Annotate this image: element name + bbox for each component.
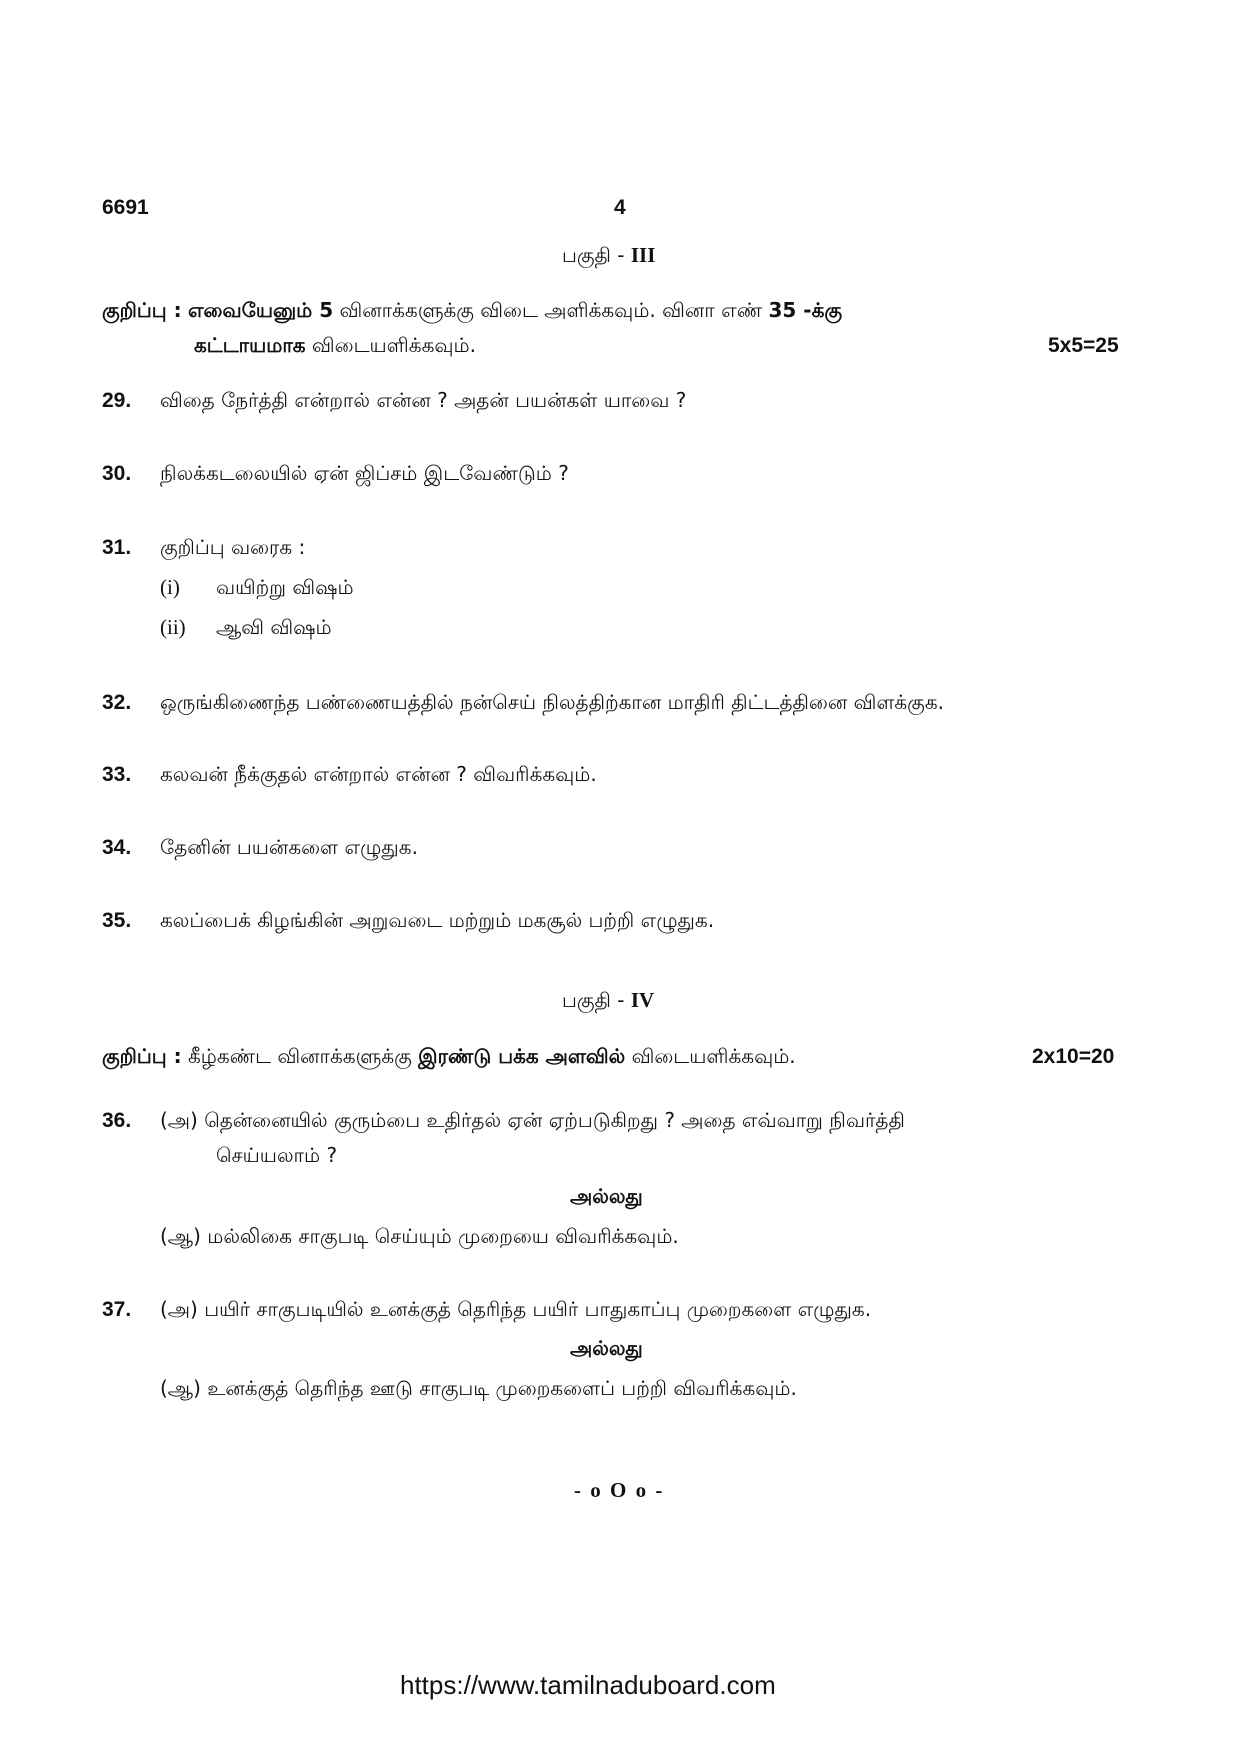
- note-compulsory: கட்டாயமாக: [194, 333, 306, 357]
- note-text: விடையளிக்கவும்.: [305, 333, 476, 357]
- question-text: ஒருங்கிணைந்த பண்ணையத்தில் நன்செய் நிலத்திற்கான மாதிரி திட்டத்தினை விளக்குக.: [160, 690, 944, 714]
- sub-number: (i): [160, 575, 180, 599]
- part-4-marks: 2x10=20: [1032, 1045, 1115, 1068]
- part-3-marks: 5x5=25: [1048, 334, 1119, 357]
- part-3-roman: III: [630, 243, 656, 267]
- question-31-sub-i: [160, 575, 354, 602]
- sub-text: வயிற்று விஷம்: [216, 575, 354, 599]
- question-text: நிலக்கடலையில் ஏன் ஜிப்சம் இடவேண்டும் ?: [160, 461, 569, 485]
- question-30: [102, 461, 569, 488]
- sub-text: ஆவி விஷம்: [216, 615, 332, 639]
- question-36-a: [102, 1108, 905, 1135]
- note-text: விடையளிக்கவும்.: [625, 1044, 796, 1068]
- part-4-title-text: பகுதி -: [562, 988, 631, 1012]
- note-any-five: எவையேனும் 5: [187, 298, 334, 322]
- question-number: 33.: [102, 763, 132, 786]
- note-q35: 35 -க்கு: [768, 298, 843, 322]
- question-31: [102, 535, 305, 562]
- part-4-roman: IV: [630, 988, 655, 1012]
- part-4-note: [102, 1044, 796, 1071]
- question-number: 37.: [102, 1298, 132, 1321]
- question-number: 29.: [102, 389, 132, 412]
- paper-code: 6691: [102, 196, 149, 219]
- note-text: வினாக்களுக்கு விடை அளிக்கவும். வினா எண்: [333, 298, 769, 322]
- part-3-title-text: பகுதி -: [562, 243, 631, 267]
- question-31-sub-ii: [160, 615, 332, 642]
- question-29: [102, 388, 686, 415]
- question-34: [102, 835, 418, 862]
- question-32: [102, 690, 944, 717]
- part-3-title: [562, 243, 655, 270]
- question-text: கலவன் நீக்குதல் என்றால் என்ன ? விவரிக்கவும்.: [160, 762, 597, 786]
- note-label: குறிப்பு :: [102, 298, 182, 322]
- question-text: விதை நேர்த்தி என்றால் என்ன ? அதன் பயன்கள் யாவை ?: [160, 388, 687, 412]
- or-separator: அல்லது: [570, 1336, 643, 1360]
- part-3-note-line1: [102, 298, 842, 325]
- question-number: 35.: [102, 909, 132, 932]
- question-37-b: (ஆ) உனக்குத் தெரிந்த ஊடு சாகுபடி முறைகளைப் பற்றி விவரிக்கவும்.: [160, 1376, 797, 1400]
- question-number: 34.: [102, 836, 132, 859]
- note-two-pages: இரண்டு பக்க அளவில்: [418, 1044, 626, 1068]
- question-number: 30.: [102, 462, 132, 485]
- question-35: [102, 908, 714, 935]
- note-text: கீழ்கண்ட வினாக்களுக்கு: [181, 1044, 419, 1068]
- question-text: கலப்பைக் கிழங்கின் அறுவடை மற்றும் மகசூல் பற்றி எழுதுக.: [160, 908, 715, 932]
- question-number: 32.: [102, 691, 132, 714]
- sub-number: (ii): [160, 615, 186, 639]
- or-separator: அல்லது: [570, 1184, 643, 1208]
- question-37-a: [102, 1297, 871, 1324]
- part-4-title: [562, 988, 654, 1015]
- question-text: தேனின் பயன்களை எழுதுக.: [160, 835, 418, 859]
- question-33: [102, 762, 597, 789]
- page-number: 4: [614, 196, 626, 219]
- question-number: 31.: [102, 536, 132, 559]
- question-number: 36.: [102, 1109, 132, 1132]
- end-of-paper-mark: - o O o -: [574, 1478, 665, 1502]
- note-label: குறிப்பு :: [102, 1044, 182, 1068]
- part-3-note-line2: [194, 333, 476, 360]
- question-text: (அ) தென்னையில் குரும்பை உதிர்தல் ஏன் ஏற்படுகிறது ? அதை எவ்வாறு நிவர்த்தி: [160, 1108, 905, 1132]
- question-text: (அ) பயிர் சாகுபடியில் உனக்குத் தெரிந்த பயிர் பாதுகாப்பு முறைகளை எழுதுக.: [160, 1297, 872, 1321]
- question-36-b: (ஆ) மல்லிகை சாகுபடி செய்யும் முறையை விவரிக்கவும்.: [160, 1224, 679, 1248]
- question-36-a-cont: செய்யலாம் ?: [216, 1143, 338, 1167]
- footer-url[interactable]: https://www.tamilnaduboard.com: [400, 1670, 776, 1700]
- question-text: குறிப்பு வரைக :: [160, 535, 306, 559]
